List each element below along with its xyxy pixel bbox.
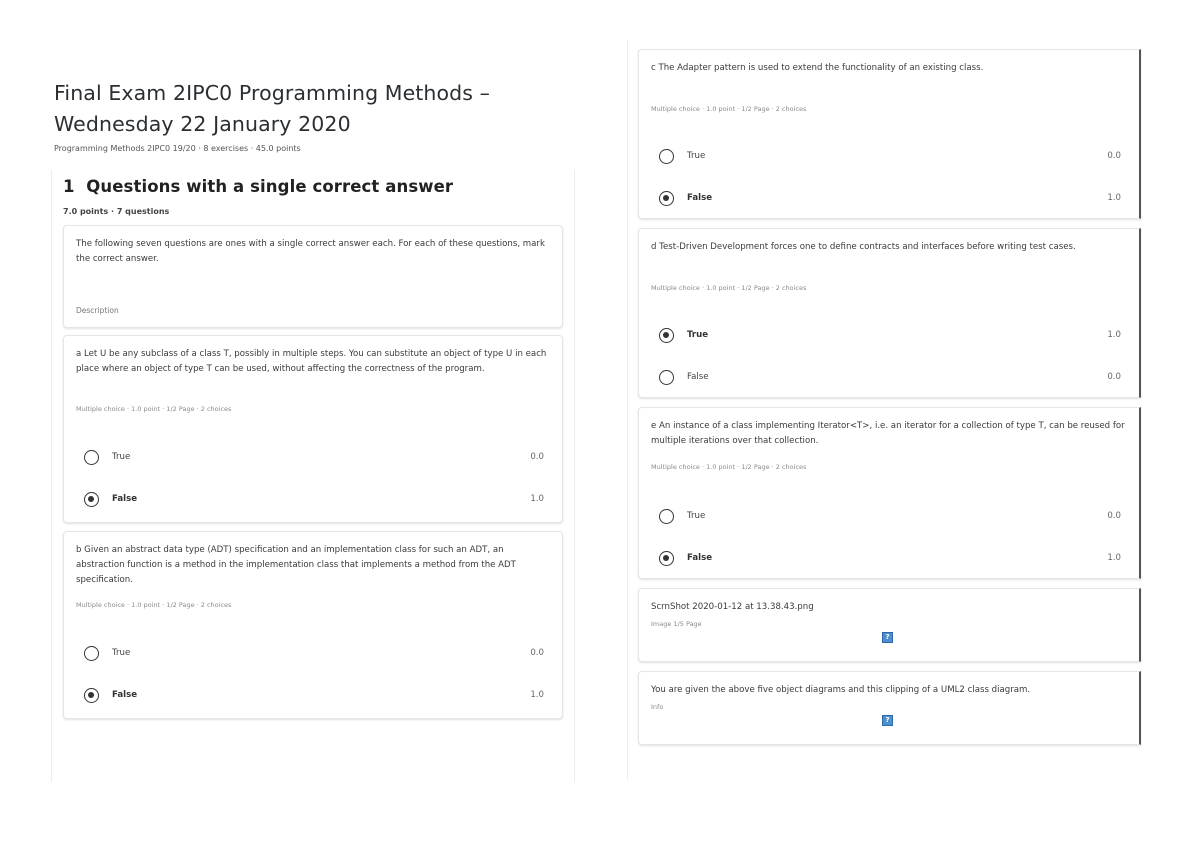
- description-text: The following seven questions are ones with a single correct answer each. For each of these questions, mark the correct answer.: [76, 239, 545, 264]
- description-card[interactable]: [63, 225, 563, 328]
- option-score: 1.0: [1107, 193, 1121, 203]
- option-label: True: [687, 511, 706, 521]
- info-card[interactable]: [638, 671, 1141, 745]
- option-score: 0.0: [530, 452, 544, 462]
- option-row[interactable]: [84, 644, 544, 664]
- option-score: 0.0: [530, 648, 544, 658]
- question-meta: Multiple choice · 1.0 point · 1/2 Page · 2 choices: [76, 405, 232, 413]
- question-text: c The Adapter pattern is used to extend the functionality of an existing class.: [651, 63, 984, 73]
- left-page: [51, 60, 575, 780]
- question-card-b[interactable]: [63, 531, 563, 719]
- question-card-d[interactable]: [638, 228, 1141, 398]
- info-meta: Info: [651, 703, 664, 711]
- question-text: a Let U be any subclass of a class T, possibly in multiple steps. You can substitute an object of type U in each place where an object of type T can be used, without affecting the correctness of the program.: [76, 349, 547, 374]
- option-label: True: [112, 452, 131, 462]
- option-row[interactable]: [659, 326, 1121, 346]
- image-icon[interactable]: ?: [882, 715, 893, 726]
- option-row[interactable]: [659, 189, 1121, 209]
- exam-title: Final Exam 2IPC0 Programming Methods – Wednesday 22 January 2020: [54, 81, 491, 136]
- question-card-c[interactable]: [638, 49, 1141, 219]
- option-row[interactable]: [84, 490, 544, 510]
- image-icon[interactable]: ?: [882, 632, 893, 643]
- image-card[interactable]: [638, 588, 1141, 662]
- radio-checked-icon[interactable]: [659, 191, 674, 206]
- option-score: 0.0: [1107, 372, 1121, 382]
- question-card-a[interactable]: [63, 335, 563, 523]
- question-text: b Given an abstract data type (ADT) specification and an implementation class for such an ADT, an abstraction function is a method in the implementation class that implements a method from the ADT specification.: [76, 545, 516, 585]
- section-heading: [63, 177, 453, 196]
- question-meta: Multiple choice · 1.0 point · 1/2 Page · 2 choices: [651, 463, 807, 471]
- image-meta: Image 1/5 Page: [651, 620, 702, 628]
- option-label: False: [112, 690, 138, 700]
- radio-unchecked-icon[interactable]: [659, 509, 674, 524]
- right-page: [627, 40, 1141, 780]
- radio-checked-icon[interactable]: [659, 328, 674, 343]
- option-score: 1.0: [530, 690, 544, 700]
- option-label: False: [687, 372, 709, 382]
- option-score: 1.0: [530, 494, 544, 504]
- question-meta: Multiple choice · 1.0 point · 1/2 Page · 2 choices: [651, 105, 807, 113]
- option-score: 0.0: [1107, 151, 1121, 161]
- question-meta: Multiple choice · 1.0 point · 1/2 Page · 2 choices: [651, 284, 807, 292]
- radio-checked-icon[interactable]: [84, 688, 99, 703]
- option-row[interactable]: [659, 549, 1121, 569]
- option-label: False: [687, 193, 713, 203]
- radio-unchecked-icon[interactable]: [84, 450, 99, 465]
- section-number: 1: [63, 177, 75, 196]
- radio-checked-icon[interactable]: [659, 551, 674, 566]
- option-row[interactable]: [84, 448, 544, 468]
- option-row[interactable]: [659, 507, 1121, 527]
- radio-unchecked-icon[interactable]: [84, 646, 99, 661]
- radio-unchecked-icon[interactable]: [659, 370, 674, 385]
- description-label: Description: [76, 306, 119, 315]
- option-label: True: [112, 648, 131, 658]
- option-label: False: [687, 553, 713, 563]
- question-card-e[interactable]: [638, 407, 1141, 579]
- exam-subtitle: Programming Methods 2IPC0 19/20 · 8 exercises · 45.0 points: [54, 144, 301, 153]
- info-text: You are given the above five object diagrams and this clipping of a UML2 class diagram.: [651, 685, 1031, 695]
- option-label: True: [687, 151, 706, 161]
- option-label: True: [687, 330, 709, 340]
- option-row[interactable]: [659, 368, 1121, 388]
- image-filename: ScrnShot 2020-01-12 at 13.38.43.png: [651, 602, 814, 612]
- question-meta: Multiple choice · 1.0 point · 1/2 Page · 2 choices: [76, 601, 232, 609]
- section-summary: 7.0 points · 7 questions: [63, 207, 170, 216]
- question-text: e An instance of a class implementing Iterator<T>, i.e. an iterator for a collection of type T, can be reused for multiple iterations over that collection.: [651, 421, 1125, 446]
- option-score: 1.0: [1107, 330, 1121, 340]
- option-row[interactable]: [84, 686, 544, 706]
- option-score: 1.0: [1107, 553, 1121, 563]
- option-row[interactable]: [659, 147, 1121, 167]
- section-title: Questions with a single correct answer: [86, 177, 454, 196]
- question-text: d Test-Driven Development forces one to define contracts and interfaces before writing test cases.: [651, 242, 1076, 252]
- radio-checked-icon[interactable]: [84, 492, 99, 507]
- radio-unchecked-icon[interactable]: [659, 149, 674, 164]
- option-label: False: [112, 494, 138, 504]
- option-score: 0.0: [1107, 511, 1121, 521]
